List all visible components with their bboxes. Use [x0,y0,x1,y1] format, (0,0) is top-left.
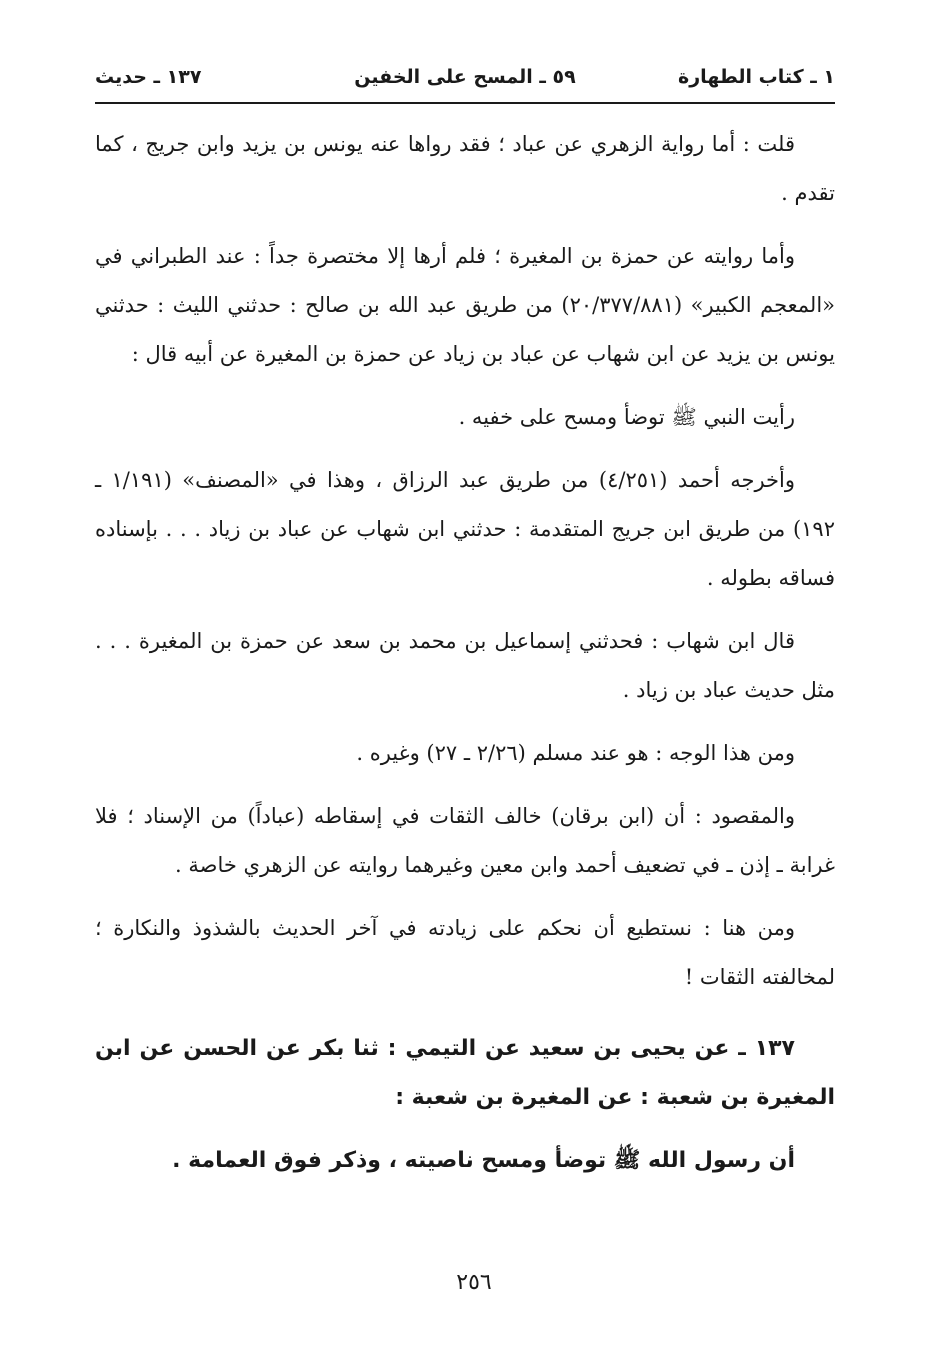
paragraph: وأخرجه أحمد (٤/٢٥١) من طريق عبد الرزاق ، وهذا في «المصنف» (١/١٩١ ـ ١٩٢) من طريق ابن جريج المتقدمة : حدثني ابن شهاب عن عباد بن زياد . . . بإسناده فساقه بطوله . [95,468,835,590]
paragraph: ومن هنا : نستطيع أن نحكم على زيادته في آخر الحديث بالشذوذ والنكارة ؛ لمخالفته الثقات ! [95,916,835,989]
paragraph: قال ابن شهاب : فحدثني إسماعيل بن محمد بن سعد عن حمزة بن المغيرة . . . مثل حديث عباد بن زياد . [95,629,835,702]
header-chapter-title: ٥٩ ـ المسح على الخفين [354,66,576,88]
hadith-chain: ١٣٧ ـ عن يحيى بن سعيد عن التيمي : ثنا بكر عن الحسن عن ابن المغيرة بن شعبة : عن المغيرة بن شعبة : [95,1036,835,1110]
header-divider [95,102,835,104]
page-number: ٢٥٦ [456,1270,492,1295]
header-book-title: ١ ـ كتاب الطهارة [678,66,835,88]
hadith-text: أن رسول الله ﷺ توضأ ومسح ناصيته ، وذكر فوق العمامة . [172,1148,795,1173]
paragraph: رأيت النبي ﷺ توضأ ومسح على خفيه . [458,405,795,429]
header-hadith-number: ١٣٧ ـ حديث [95,66,202,88]
paragraph: والمقصود : أن (ابن برقان) خالف الثقات في إسقاطه (عباداً) من الإسناد ؛ فلا غرابة ـ إذن ـ في تضعيف أحمد وابن معين وغيرهما روايته عن الزهري خاصة . [95,804,835,877]
paragraph: قلت : أما رواية الزهري عن عباد ؛ فقد رواها عنه يونس بن يزيد وابن جريج ، كما تقدم . [95,132,835,205]
running-header [95,66,835,100]
paragraph: وأما روايته عن حمزة بن المغيرة ؛ فلم أرها إلا مختصرة جداً : عند الطبراني في «المعجم الكبير» (٢٠/٣٧٧/٨٨١) من طريق عبد الله بن صالح : حدثني الليث : حدثني يونس بن يزيد عن ابن شهاب عن عباد بن زياد عن حمزة بن المغيرة عن أبيه قال : [95,244,835,366]
page-body [95,120,835,1199]
paragraph: ومن هذا الوجه : هو عند مسلم (٢/٢٦ ـ ٢٧) وغيره . [356,741,795,765]
